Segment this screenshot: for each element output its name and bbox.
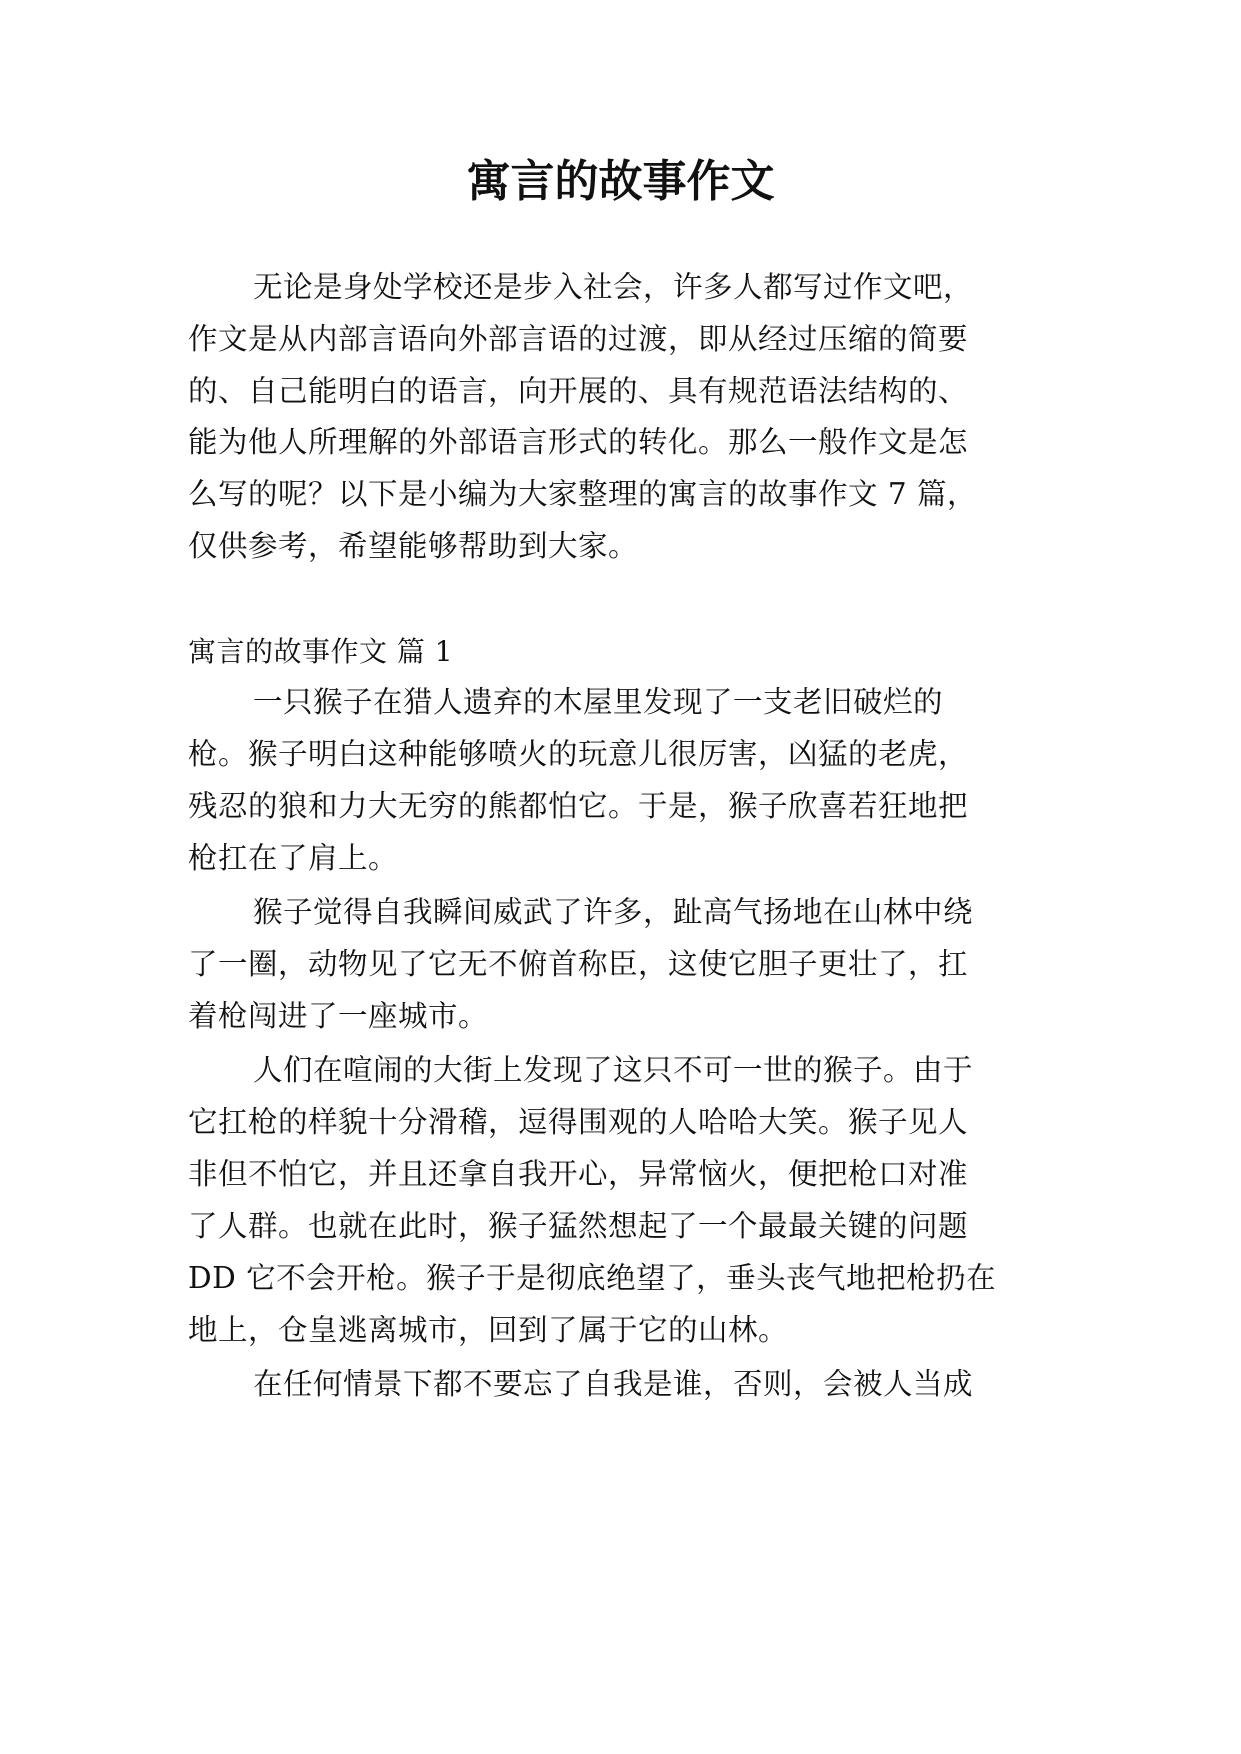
text-line: 残忍的狼和力大无穷的熊都怕它。于是，猴子欣喜若狂地把 — [188, 789, 969, 823]
text-line: 地上，仓皇逃离城市，回到了属于它的山林。 — [188, 1313, 789, 1347]
text-line: 了一圈，动物见了它无不俯首称臣，这使它胆子更壮了，扛 — [188, 947, 969, 981]
text-line: 在任何情景下都不要忘了自我是谁，否则，会被人当成 — [253, 1367, 974, 1401]
section-heading: 寓言的故事作文 篇 1 — [188, 635, 454, 668]
text-line: 仅供参考，希望能够帮助到大家。 — [188, 529, 639, 563]
text-line: 人们在喧闹的大街上发现了这只不可一世的猴子。由于 — [253, 1053, 974, 1087]
text-line: 枪扛在了肩上。 — [188, 841, 399, 875]
text-line: 它扛枪的样貌十分滑稽，逗得围观的人哈哈大笑。猴子见人 — [188, 1105, 969, 1139]
text-line: 作文是从内部言语向外部言语的过渡，即从经过压缩的简要 — [188, 322, 969, 356]
text-line: 的、自己能明白的语言，向开展的、具有规范语法结构的、 — [188, 374, 969, 408]
text-line: 猴子觉得自我瞬间威武了许多，趾高气扬地在山林中绕 — [253, 895, 974, 929]
text-line: DD 它不会开枪。猴子于是彻底绝望了，垂头丧气地把枪扔在 — [188, 1261, 997, 1295]
text-line: 了人群。也就在此时，猴子猛然想起了一个最最关键的问题 — [188, 1209, 969, 1243]
text-line: 一只猴子在猎人遗弃的木屋里发现了一支老旧破烂的 — [253, 685, 944, 719]
text-line: 非但不怕它，并且还拿自我开心，异常恼火，便把枪口对准 — [188, 1157, 969, 1191]
text-line: 着枪闯进了一座城市。 — [188, 999, 489, 1033]
text-line: 无论是身处学校还是步入社会，许多人都写过作文吧， — [253, 270, 974, 304]
text-line: 么写的呢？以下是小编为大家整理的寓言的故事作文 7 篇， — [188, 477, 978, 511]
document-title: 寓言的故事作文 — [466, 156, 775, 207]
text-line: 枪。猴子明白这种能够喷火的玩意儿很厉害，凶猛的老虎， — [188, 737, 969, 771]
text-line: 能为他人所理解的外部语言形式的转化。那么一般作文是怎 — [188, 425, 969, 459]
